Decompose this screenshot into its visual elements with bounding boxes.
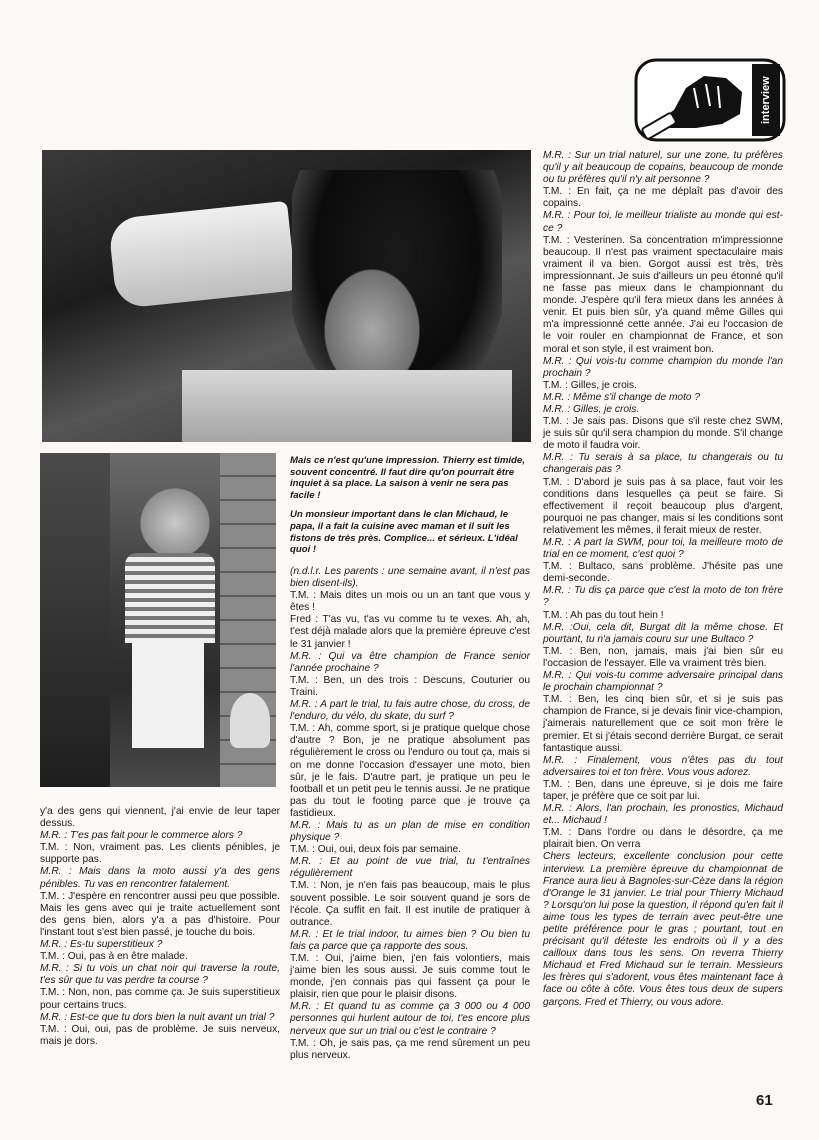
paragraph: M.R. : Et au point de vue trial, tu t'entraînes régulièrement — [290, 856, 530, 880]
caption-paragraph: Mais ce n'est qu'une impression. Thierry est timide, souvent concentré. Il faut dire qu'on pourrait être inquiet à sa place. La saison à venir ne sera pas facile ! — [290, 455, 525, 501]
paragraph: M.R. : Même s'il change de moto ? — [543, 391, 701, 403]
paragraph: T.M. : Non, non, pas comme ça. Je suis superstitieux pour certains trucs. — [40, 987, 280, 1011]
paragraph: M.R. : Qui vois-tu comme champion du monde l'an prochain ? — [543, 355, 783, 379]
paragraph: M.R. : Mais tu as un plan de mise en condition physique ? — [290, 819, 530, 844]
paragraph: M.R. : Mais dans la moto aussi y'a des gens pénibles. Tu vas en rencontrer fatalement. — [40, 866, 280, 890]
paragraph: T.M. : Gilles, je crois. — [543, 379, 637, 391]
paragraph: M.R. : Es-tu superstitieux ? — [40, 939, 163, 951]
paragraph: T.M. : Oui, pas à en être malade. — [40, 951, 188, 963]
paragraph: T.M. : Non, je n'en fais pas beaucoup, mais le plus souvent possible. Le soir souvent quand je sors de l'école. Ça suffit en fait. Il est inutile de pratiquer à outrance. — [290, 880, 530, 928]
paragraph: M.R. :Oui, cela dit, Burgat dit la même chose. Et pourtant, tu n'a jamais couru sur une Bultaco ? — [543, 621, 783, 645]
paragraph: M.R. : Alors, l'an prochain, les pronostics, Michaud et... Michaud ! — [543, 803, 783, 827]
paragraph: T.M. : Ah, comme sport, si je pratique quelque chose d'autre ? Bon, je ne pratique absolument pas régulièrement le cross ou l'enduro ou tout ça, mais si on me donne l'occasion d'essayer une moto, bien sûr, je le fais. D'autre part, je pratique un peu le football et un petit peu le tennis aussi. Je ne pratique pas du tout le footing parce que je trouve ça fastidieux. — [290, 723, 530, 819]
photo-drinking-from-bottle — [42, 150, 531, 442]
paragraph: T.M. : Oh, je sais pas, ça me rend sûrement un peu plus nerveux. — [290, 1037, 530, 1061]
paragraph: M.R. : Tu dis ça parce que c'est la moto de ton frère ? — [543, 585, 783, 609]
paragraph: T.M. : Oui, oui, deux fois par semaine. — [290, 844, 461, 856]
paragraph: T.M. : Ben, dans une épreuve, si je dois me faire taper, je préfère que ce soit par lui. — [543, 778, 783, 802]
paragraph: (n.d.l.r. Les parents : une semaine avant, il n'est pas bien disent-ils). — [290, 566, 530, 590]
paragraph: T.M. : Ben, les cinq bien sûr, et si je suis pas champion de France, si je devais finir vice-champion, j'aimerais naturellement que ce soit mon frère le premier. Et si j'étais second derrière Burgat, ce serait fantastique aussi. — [543, 694, 783, 754]
paragraph: M.R. : Qui vois-tu comme adversaire principal dans le prochain championnat ? — [543, 670, 783, 694]
interview-logo — [634, 58, 786, 142]
logo-label: interview — [760, 76, 772, 124]
caption-paragraph: Un monsieur important dans le clan Michaud, le papa, il a fait la cuisine avec maman et il suit les fistons de très près. Complice... et sérieux. L'idéal quoi ! — [290, 509, 518, 556]
paragraph: T.M. : J'espère en rencontrer aussi peu que possible. Mais les gens avec qui je traite actuellement sont des gens bien, alors y'a a pas d'histoire. Pour l'instant tout s'est bien passé, je touche du bois. — [40, 890, 280, 938]
paragraph: M.R. : Tu serais à sa place, tu changerais ou tu changerais pas ? — [543, 452, 783, 476]
paragraph: T.M. : Oui, oui, pas de problème. Je suis nerveux, mais je dors. — [40, 1023, 280, 1047]
text-column-left — [40, 806, 280, 1048]
paragraph: T.M. : Mais dites un mois ou un an tant que vous y êtes ! — [290, 590, 530, 614]
paragraph: y'a des gens qui viennent, j'ai envie de leur taper dessus. — [40, 806, 280, 830]
text-column-middle — [290, 566, 530, 1062]
paragraph: T.M. : Oui, j'aime bien, j'en fais volontiers, mais j'aime bien les sous aussi. Je suis comme tout le monde, j'en connais pas qui fassent ça pour le plaisir, rien que pour le plaisir disons. — [290, 953, 530, 1001]
paragraph: T.M. : Ah pas du tout hein ! — [543, 609, 664, 621]
paragraph: M.R. : Et quand tu as comme ça 3 000 ou 4 000 personnes qui hurlent autour de toi, t'es encore plus nerveux que sur un trial ou c'est le contraire ? — [290, 1001, 530, 1037]
paragraph: M.R. : A part la SWM, pour toi, la meilleure moto de trial en ce moment, c'est quoi ? — [543, 537, 783, 561]
paragraph: T.M. : Dans l'ordre ou dans le désordre, ça me plairait bien. On verra — [543, 827, 783, 851]
paragraph: T.M. : Vesterinen. Sa concentration m'impressionne beaucoup. Il n'est pas vraiment spectaculaire mais vraiment il va bien. Gorgot aussi est très, très impressionnant. Je suis d'ailleurs un peu étonné qu'il ne fasse pas mieux dans le championnant du monde. J'espère qu'il fera mieux dans les années à venir. Et puis bien sûr, y'a quand même Gilles qui m'a impressionné cette année. J'ai eu l'occasion de le voir rouler en championnat de France, et son moral et son style, il est vraiment bon. — [543, 234, 783, 355]
paragraph: M.R. : Sur un trial naturel, sur une zone, tu préfères qu'il y ait beaucoup de copains, beaucoup de monde ou tu préfères qu'il n'y ait personne ? — [543, 150, 783, 186]
paragraph: M.R. : Pour toi, le meilleur trialiste au monde qui est-ce ? — [543, 210, 783, 234]
photo-kitchen — [40, 453, 276, 787]
paragraph: M.R. : Gilles, je crois. — [543, 403, 640, 415]
paragraph: Fred : T'as vu, t'as vu comme tu te vexes. Ah, ah, t'est déjà malade alors que la première épreuve c'est le 31 janvier ! — [290, 614, 530, 650]
text-column-right — [543, 150, 783, 1009]
paragraph: M.R. : Finalement, vous n'êtes pas du tout adversaires toi et ton frère. Vous vous adorez. — [543, 754, 783, 778]
paragraph: T.M. : En fait, ça ne me déplaît pas d'avoir des copains. — [543, 186, 783, 210]
paragraph: T.M. : Je sais pas. Disons que s'il reste chez SWM, je suis sûr qu'il sera champion du monde. S'il change de moto il faudra voir. — [543, 416, 783, 452]
paragraph: T.M. : D'abord je suis pas à sa place, faut voir les conditions dans lesquelles ça peut se faire. Si effectivement il reçoit beaucoup plus d'argent, pourquoi ne pas changer, mais si les conditions sont relativement les mêmes, il ferait mieux de rester. — [543, 476, 783, 536]
paragraph: T.M. : Non, vraiment pas. Les clients pénibles, je supporte pas. — [40, 842, 280, 866]
paragraph: M.R. : Et le trial indoor, tu aimes bien ? Ou bien tu fais ça parce que ça rapporte des sous. — [290, 928, 530, 952]
paragraph: M.R. : T'es pas fait pour le commerce alors ? — [40, 830, 243, 842]
paragraph: T.M. : Bultaco, sans problème. J'hésite pas une demi-seconde. — [543, 561, 783, 585]
paragraph: M.R. : Qui va être champion de France senior l'année prochaine ? — [290, 650, 530, 674]
page-number: 61 — [756, 1092, 773, 1109]
paragraph: M.R. : A part le trial, tu fais autre chose, du cross, de l'enduro, du vélo, du skate, du surf ? — [290, 699, 530, 723]
paragraph: M.R. : Si tu vois un chat noir qui traverse la route, t'es sûr que tu vas perdre ta course ? — [40, 963, 280, 987]
paragraph: T.M. : Ben, non, jamais, mais j'ai bien sûr eu l'occasion de l'essayer. Elle va vraiment très bien. — [543, 645, 783, 669]
paragraph: T.M. : Ben, un des trois : Descuns, Couturier ou Traini. — [290, 674, 530, 698]
bottle-drinking-photo — [108, 201, 296, 309]
paragraph: M.R. : Est-ce que tu dors bien la nuit avant un trial ? — [40, 1011, 275, 1023]
photo-caption — [290, 455, 530, 564]
paragraph: Chers lecteurs, excellente conclusion pour cette interview. La première épreuve du championnat de France aura lieu à Bagnoles-sur-Cèze dans la région d'Orange le 31 janvier. Le trial pour Thierry Michaud ? Lorsqu'on lui pose la question, il répond qu'en fait il aime tous les types de terrain avec peut-être une petite préférence pour le gras ; pourtant, tout en précisant qu'il déteste les endroits où il y a des cailloux dans tous les sens. On reverra Thierry Michaud et Fred Michaud sur le terrain. Messieurs les frères qui s'adorent, vous êtes maintenant face à face ou côte à côte. Vous êtes tous deux de supers garçons. Fred et Thierry, ou vous adore. — [543, 851, 783, 1008]
